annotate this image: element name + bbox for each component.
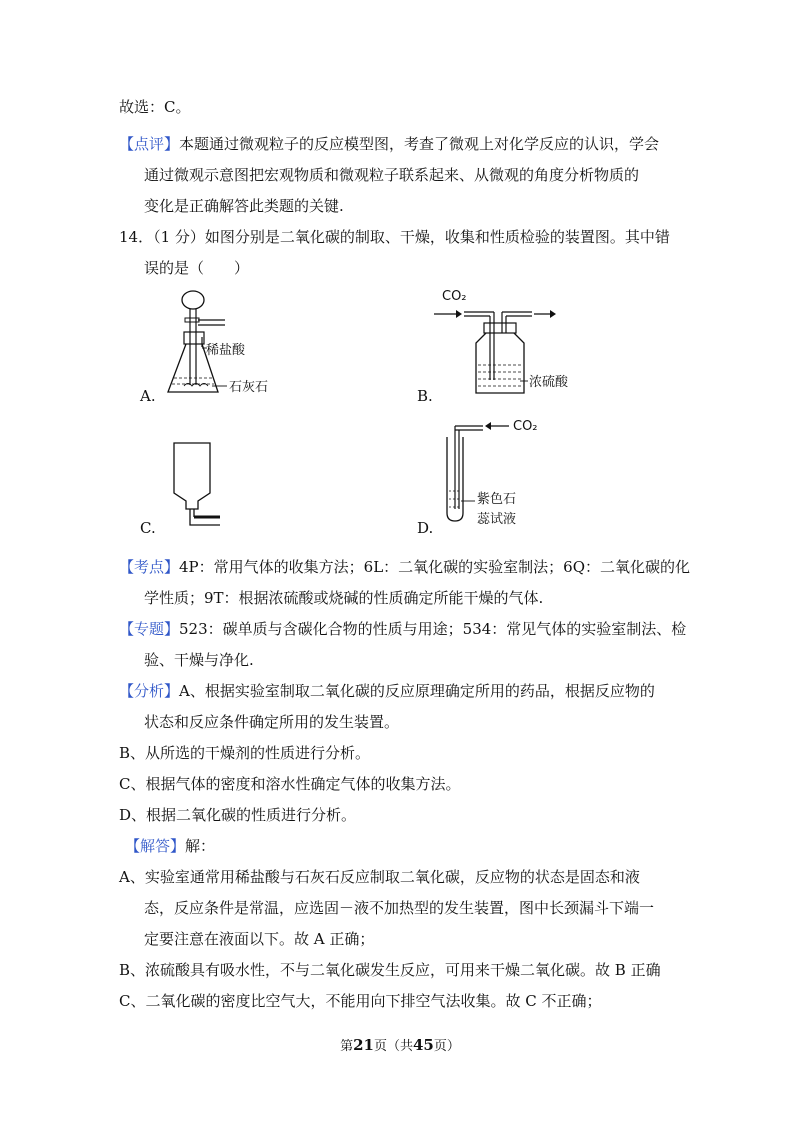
flask-funnel-diagram	[160, 282, 300, 407]
question-stem-1: 14．（1 分）如图分别是二氧化碳的制取、干燥，收集和性质检验的装置图。其中错	[119, 228, 670, 246]
jieda-line-5: C、二氧化碳的密度比空气大，不能用向下排空气法收集。故 C 不正确；	[119, 992, 602, 1010]
zhuanti-line-1	[119, 619, 686, 639]
jieda-line-2: 态，反应条件是常温，应选固－液不加热型的发生装置，图中长颈漏斗下端一	[144, 899, 655, 917]
footer-total-pages: 45	[413, 1036, 434, 1054]
zhuanti-text-1: 523：碳单质与含碳化合物的性质与用途；534：常见气体的实验室制法、检	[179, 620, 687, 638]
jieda-line-1: A、实验室通常用稀盐酸与石灰石反应制取二氧化碳，反应物的状态是固态和液	[119, 868, 640, 886]
figure-b-gas-label: CO₂	[442, 289, 467, 304]
fenxi-line-5: D、根据二氧化碳的性质进行分析。	[119, 806, 357, 824]
gas-collection-bottle-diagram	[160, 437, 230, 532]
figure-a-generator	[160, 282, 300, 407]
figure-c-collection	[160, 437, 230, 532]
figure-a-label-stone: 石灰石	[229, 380, 269, 395]
kaodian-text-1: 4P：常用气体的收集方法；6L：二氧化碳的实验室制法；6Q：二氧化碳的化	[179, 558, 691, 576]
jieda-tag: 【解答】	[125, 837, 186, 855]
kaodian-line-1	[119, 557, 690, 577]
jieda-heading	[125, 836, 215, 856]
footer-post: 页）	[433, 1039, 460, 1054]
jieda-line-3: 定要注意在液面以下。故 A 正确；	[144, 930, 375, 948]
zhuanti-line-2: 验、干燥与净化.	[144, 651, 254, 669]
footer-mid: 页（共	[373, 1039, 413, 1054]
kaodian-line-2: 学性质；9T：根据浓硫酸或烧碱的性质确定所能干燥的气体.	[144, 589, 544, 607]
fenxi-line-4: C、根据气体的密度和溶水性确定气体的收集方法。	[119, 775, 461, 793]
fenxi-line-1	[119, 681, 655, 701]
jieda-after-tag: 解：	[185, 837, 216, 855]
option-d-letter: D.	[417, 519, 434, 537]
prev-answer: 故选：C。	[119, 98, 191, 116]
gas-washing-bottle-diagram	[430, 285, 590, 400]
option-c-letter: C.	[140, 519, 156, 537]
comment-line-3: 变化是正确解答此类题的关键.	[144, 197, 344, 215]
test-tube-diagram	[435, 417, 595, 532]
figure-d-test-tube	[435, 417, 595, 532]
fenxi-text-1: A、根据实验室制取二氧化碳的反应原理确定所用的药品，根据反应物的	[179, 682, 655, 700]
fenxi-line-2: 状态和反应条件确定所用的发生装置。	[144, 713, 400, 731]
option-a-letter: A.	[140, 387, 156, 405]
fenxi-line-3: B、从所选的干燥剂的性质进行分析。	[119, 744, 371, 762]
jieda-line-4: B、浓硫酸具有吸水性，不与二氧化碳发生反应，可用来干燥二氧化碳。故 B 正确	[119, 961, 661, 979]
figure-d-label-2: 蕊试液	[477, 512, 517, 527]
figure-d-label-1: 紫色石	[477, 492, 517, 507]
comment-line-2: 通过微观示意图把宏观物质和微观粒子联系起来、从微观的角度分析物质的	[144, 166, 640, 184]
figure-d-gas-label: CO₂	[513, 419, 538, 434]
comment-text-1: 本题通过微观粒子的反应模型图，考查了微观上对化学反应的认识，学会	[179, 135, 660, 153]
figure-b-drying-bottle	[430, 285, 590, 400]
zhuanti-tag: 【专题】	[119, 620, 180, 638]
page-footer	[0, 1036, 800, 1056]
comment-tag: 【点评】	[119, 135, 180, 153]
footer-pre: 第	[340, 1039, 354, 1054]
question-stem-2: 误的是（ ）	[144, 259, 250, 277]
figure-a-label-acid: 稀盐酸	[206, 343, 246, 358]
comment-line-1	[119, 134, 659, 154]
figure-b-label: 浓硫酸	[529, 375, 569, 390]
fenxi-tag: 【分析】	[119, 682, 180, 700]
footer-page-number: 21	[353, 1036, 374, 1054]
kaodian-tag: 【考点】	[119, 558, 180, 576]
option-b-letter: B.	[417, 387, 433, 405]
